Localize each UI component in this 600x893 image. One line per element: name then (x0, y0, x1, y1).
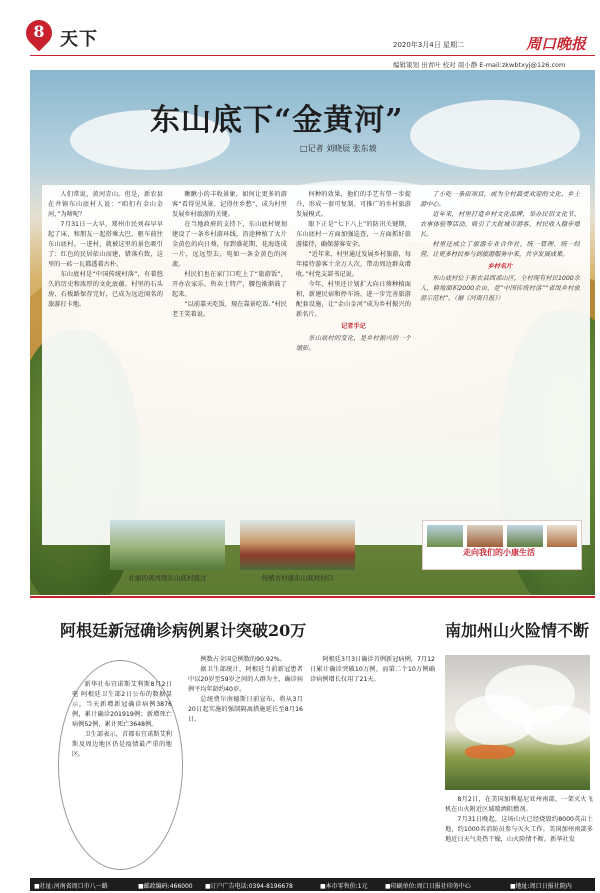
footer-item: ■地址:周口日报社院内 (510, 883, 572, 890)
issue-date: 2020年3月4日 星期二 (393, 41, 464, 49)
xiaokang-banner-image (422, 520, 582, 570)
footer-item: ■订户广告电话:0394-8196678 (205, 883, 293, 890)
paragraph: 7月31日晚起，这场山火已经烧毁约8000英亩土地，约1000名消防员参与灭火工作。美国加州南部多地近日天气炎热干燥，山火险情不断。新华社发 (445, 816, 593, 843)
california-headline: 南加州山火险情不断 (445, 621, 590, 640)
page-number: 8 (33, 22, 45, 41)
reporter-note-heading: 记者手记 (341, 323, 366, 330)
paragraph: 在当地政府的支持下，东山底村规划建设了一条乡村游环线，沿途种植了大片金黄色的向日葵，每到盛花期，花海连成一片，远远望去，宛如一条金黄色的河流。 (172, 221, 287, 268)
paragraph: 眼下正是“七下八上”的防汛关键期，东山底村一方面加强巡查，一方面抓好旅游接待，确保游客安全。 (296, 221, 411, 248)
paragraph: 阿根廷3月3日确诊首例新冠病例，7月12日累计确诊突破10万例，而第二个10万例确诊病例增长仅用了21天。 (310, 656, 435, 683)
article-column-1 (48, 190, 163, 560)
paragraph: 村民们也在家门口吃上了“旅游饭”，开办农家乐、售卖土特产，腰包渐渐鼓了起来。 (172, 271, 287, 298)
paragraph: 何种的效果，他们的手艺有望一步提升，形成一套可复制、可推广的乡村旅游发展模式。 (296, 191, 411, 218)
paragraph: 新华社布宜诺斯艾利斯8月2日电 阿根廷卫生部2日公布的数据显示，当天新增新冠确诊病例3876例，累计确诊201919例；新增死亡病例52例，累计死亡3648例。 (72, 681, 172, 728)
paragraph: 例数占全国总例数的90.92%。 (200, 656, 286, 663)
village-card-heading: 乡村名片 (487, 263, 513, 270)
argentina-column-2 (188, 655, 303, 870)
editor-credits: 编辑策划 田青叶 校对 周小静 E-mail:zkwbtxyj@126.com (393, 61, 566, 69)
paragraph: 卫生部表示，首都布宜诺斯艾利斯及周边地区仍是疫情最严重的地区。 (72, 731, 172, 758)
paragraph: 人们常说，黄河青山。但是，新农县在井镇东山底村人说：“咱们有金山金河，”为啥呢？ (48, 191, 163, 218)
section-title: 天下 (60, 29, 98, 50)
california-text (445, 795, 593, 845)
village-gate-photo (240, 520, 355, 570)
paragraph: 了小吃一条街项目，成为全村最受欢迎的文化、乡土游中心。 (420, 191, 580, 208)
footer-item: ■本市零售价:1元 (320, 883, 368, 890)
header-rule (30, 55, 595, 56)
slogan-text: 走向我们的小康生活 (463, 548, 535, 557)
paragraph: 近年来，村里打造乡村文化品牌，举办民俗文化节、农事体验等活动，吸引了大批城市游客，村民收入稳步增长。 (420, 211, 580, 238)
footer-item: ■社址:河南省周口市八一路 (34, 883, 108, 890)
footer-item: ■邮政编码:466000 (138, 883, 193, 890)
article-byline: □记者 刘晓辰 张东坡 (300, 144, 377, 153)
page-header (0, 0, 600, 69)
photo-caption: 传统古村落东山底村村口 (261, 574, 334, 582)
reporter-note: 东山底村的变化，是乡村振兴的一个缩影。 (296, 335, 411, 352)
paragraph: 瞅瞅小的丰收景象，如何让更多的游客“看得见风景、记得住乡愁”，成为村里发展乡村旅游的关键。 (172, 191, 287, 218)
yellow-river-photo (110, 520, 225, 570)
argentina-headline: 阿根廷新冠确诊病例累计突破20万 (60, 621, 307, 640)
paragraph: 据卫生部统计，阿根廷当前新冠患者中以20岁至59岁之间的人群为主，确诊病例平均年龄约40岁。 (188, 666, 303, 693)
article-column-2 (172, 190, 287, 540)
paragraph: 村里还成立了旅游专业合作社，统一管理、统一经营，让更多村民参与到旅游服务中来，共享发展成果。 (420, 241, 580, 258)
paragraph: 8月2日，在美国加利福尼亚州南部，一架灭火飞机在山火附近区域喷洒阻燃剂。 (445, 796, 593, 813)
paragraph: “以前靠天吃饭，现在靠景吃饭。”村民老王笑着说。 (172, 301, 287, 318)
section-divider (30, 596, 595, 598)
village-card-text: 东山底村位于新农县西部山区，全村现有村民1000余人，耕地面积2000余亩，是“中国传统村落”“省级乡村旅游示范村”。（据《河南日报》） (420, 275, 580, 302)
wildfire-photo (445, 655, 590, 790)
footer-item: ■印刷单位:周口日报社印务中心 (385, 883, 471, 890)
article-headline: 东山底下“金黄河” (150, 103, 404, 138)
article-column-4 (420, 190, 580, 520)
paragraph: 东山底村是“中国传统村落”，有着悠久的历史和浓厚的文化底蕴。村里的石头房、石板路保存完好，已成为远近闻名的旅游打卡地。 (48, 271, 163, 308)
article-column-3 (296, 190, 411, 490)
paragraph: 总统费尔南德斯日前宣布，将从3月20日起实施的强制隔离措施延长至8月16日。 (188, 696, 303, 723)
argentina-lead (72, 680, 172, 855)
page-footer (30, 878, 595, 891)
argentina-column-3 (310, 655, 435, 870)
paragraph: 今年，村里还计划扩大向日葵种植面积，新建民宿和停车场，进一步完善旅游配套设施，让“金山金河”成为乡村振兴的新名片。 (296, 281, 411, 318)
paragraph: “近年来，村里通过发展乡村旅游，每年接待游客十余万人次，带动周边群众增收。”村党支部书记说。 (296, 251, 411, 278)
photo-caption: 壮丽的黄河绕东山底村流过 (128, 574, 207, 582)
paragraph: 7月31日一大早，郑州市民刘春早早起了床，和朋友一起搭乘大巴，驱车前往东山底村。一进村，就被这里的景色吸引了：红色的民居依山而建，错落有致，这里的一砖一瓦都透着古朴。 (48, 221, 163, 268)
paper-logo: 周口晚报 (526, 35, 587, 53)
